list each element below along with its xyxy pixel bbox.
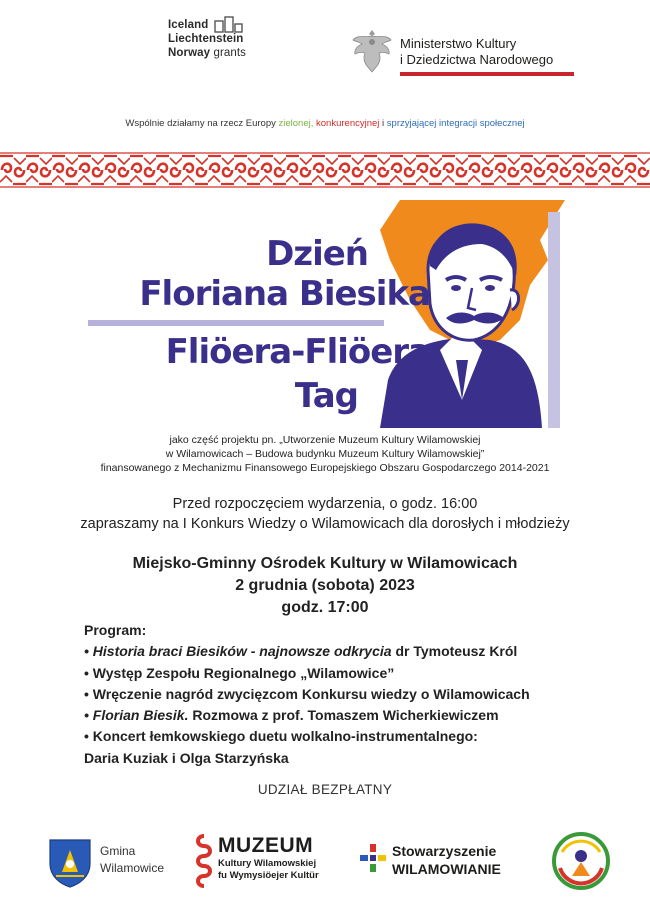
flower-ornament-icon [358, 842, 388, 876]
program-item-5: • Koncert łemkowskiego duetu wolkalno-instrumentalnego: [84, 728, 478, 745]
eea-line-liechtenstein: Liechtenstein [168, 33, 244, 45]
stow-line-1: Stowarzyszenie [392, 843, 497, 859]
event-title [60, 198, 580, 430]
program-item-4-rest: Rozmowa z prof. Tomaszem Wicherkiewiczem [188, 707, 499, 724]
pre-event-invitation [0, 494, 650, 534]
gmina-line-1: Gmina [100, 844, 136, 858]
muzeum-subtitle [218, 858, 319, 882]
round-badge-logo [552, 832, 610, 890]
project-line-2: w Wilamowicach – Budowa budynku Muzeum Kultury Wilamowskiej” [165, 448, 485, 460]
eea-grid-icon [214, 16, 244, 34]
tagline-red: konkurencyjnej [316, 118, 380, 129]
title-line-dzien: Dzień [266, 234, 368, 274]
gmina-line-2: Wilamowice [100, 861, 165, 875]
program-heading: Program: [84, 622, 147, 638]
venue-date: 2 grudnia (sobota) 2023 [235, 577, 415, 594]
folk-ornament-band [0, 152, 650, 188]
tagline-prefix: Wspólnie działamy na rzecz Europy [125, 118, 279, 129]
venue-block [0, 553, 650, 619]
stow-line-2: WILAMOWIANIE [392, 861, 501, 877]
title-line-flioera: Fliöera-Fliöera [165, 332, 430, 372]
project-description [0, 433, 650, 475]
muzeum-line-2: fu Wymysiöejer Kultür [218, 870, 319, 881]
venue-time: godz. 17:00 [281, 599, 369, 616]
ministry-name [400, 36, 553, 68]
tagline-blue: sprzyjającej integracji społecznej [386, 118, 525, 129]
eea-line-iceland: Iceland [168, 19, 209, 31]
eea-grants-light: grants [213, 47, 247, 59]
tagline-mid: i [379, 118, 387, 129]
polish-eagle-icon [350, 26, 394, 78]
ministry-line-1: Ministerstwo Kultury [400, 36, 517, 51]
stowarzyszenie-wilamowianie-logo [358, 842, 528, 882]
ministry-logo [350, 26, 580, 86]
title-line-tag: Tag [294, 376, 358, 416]
program-item-1 [84, 641, 624, 662]
project-line-1: jako część projektu pn. „Utworzenie Muzeum Kultury Wilamowskiej [169, 434, 481, 446]
program-item-1-rest: dr Tymoteusz Król [391, 643, 518, 660]
program-item-3: • Wręczenie nagród zwycięzcom Konkursu wiedzy o Wilamowicach [84, 685, 530, 702]
program-item-1-italic: • Historia braci Biesików - najnowsze odkrycia [84, 643, 392, 660]
ministry-line-2: i Dziedzictwa Narodowego [400, 52, 554, 67]
pre-event-line-1: Przed rozpoczęciem wydarzenia, o godz. 16:00 [172, 496, 478, 512]
program-item-4 [84, 705, 624, 726]
gmina-text [100, 843, 164, 877]
program-list [84, 620, 624, 769]
venue-place: Miejsko-Gminny Ośrodek Kultury w Wilamowicach [132, 555, 518, 572]
tagline-green: zielonej, [278, 118, 314, 129]
eea-norway-bold: Norway [168, 47, 211, 59]
muzeum-ornament-icon [192, 834, 216, 888]
free-entry-note: UDZIAŁ BEZPŁATNY [257, 782, 393, 797]
project-line-3: finansowanego z Mechanizmu Finansowego Europejskiego Obszaru Gospodarczego 2014-2021 [100, 462, 550, 474]
program-item-5-cont: Daria Kuziak i Olga Starzyńska [84, 749, 289, 766]
program-item-4-italic: • Florian Biesik. [84, 707, 189, 724]
eu-tagline [0, 118, 650, 129]
eea-line-norway [168, 46, 278, 60]
eea-grants-logo [168, 18, 278, 80]
muzeum-line-1: Kultury Wilamowskiej [218, 858, 317, 869]
title-divider-bar [88, 320, 384, 326]
muzeum-title: MUZEUM [218, 834, 314, 857]
gmina-wilamowice-logo [48, 838, 188, 888]
program-item-2: • Występ Zespołu Regionalnego „Wilamowice” [84, 664, 395, 681]
coat-of-arms-icon [48, 838, 92, 888]
title-line-floriana-biesika: Floriana Biesika [139, 274, 430, 314]
ministry-red-line [400, 72, 574, 76]
pre-event-line-2: zapraszamy na I Konkurs Wiedzy o Wilamowicach dla dorosłych i młodzieży [80, 516, 570, 532]
muzeum-logo [192, 834, 352, 890]
